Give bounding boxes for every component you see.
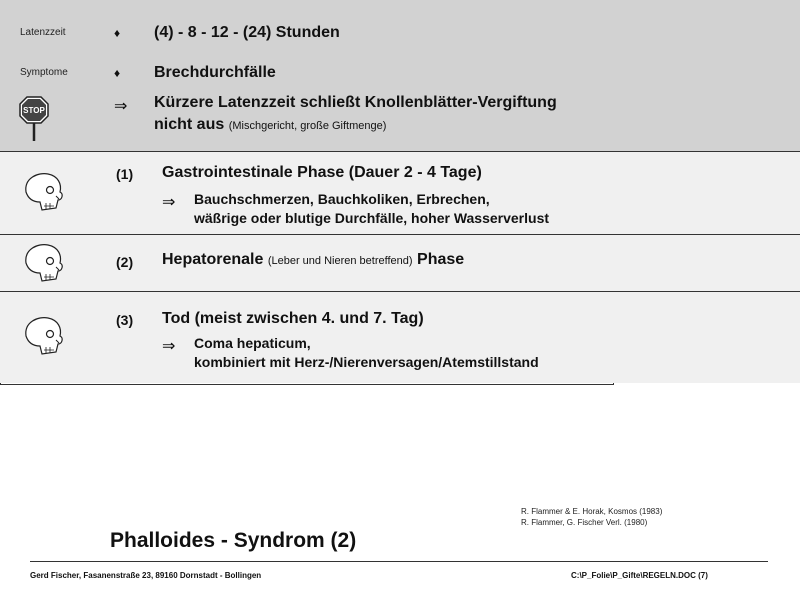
diamond-bullet: ♦ — [114, 66, 121, 80]
warning-line-1: Kürzere Latenzzeit schließt Knollenblätter-Vergiftung — [154, 94, 557, 111]
footer-file-path: C:\P_Folie\P_Gifte\REGELN.DOC (7) — [571, 571, 708, 580]
reference-item: R. Flammer, G. Fischer Verl. (1980) — [521, 518, 648, 527]
phase-detail-line: kombiniert mit Herz-/Nierenversagen/Atemstillstand — [194, 354, 539, 370]
phase-3-section — [0, 292, 800, 383]
phase-detail — [194, 334, 539, 372]
footer-address: Gerd Fischer, Fasanenstraße 23, 89160 Dornstadt - Bollingen — [30, 571, 262, 580]
symptoms-label: Symptome — [20, 67, 68, 78]
phase-title: Tod (meist zwischen 4. und 7. Tag) — [162, 310, 424, 327]
skull-icon — [20, 241, 66, 285]
phase-2-section — [0, 235, 800, 292]
phase-title: Gastrointestinale Phase (Dauer 2 - 4 Tage) — [162, 164, 482, 181]
phase-title-note: (Leber und Nieren betreffend) — [267, 255, 413, 267]
diamond-bullet: ♦ — [114, 26, 121, 40]
symptoms-value: Brechdurchfälle — [154, 64, 276, 81]
phase-1-section — [0, 152, 800, 235]
phase-detail — [194, 190, 549, 228]
stop-sign-icon — [19, 96, 49, 142]
references — [521, 506, 662, 528]
phase-title-main: Hepatorenale — [162, 251, 264, 268]
arrow-bullet: ⇒ — [162, 194, 176, 211]
stop-sign-text: STOP — [23, 106, 45, 115]
warning-note: (Mischgericht, große Giftmenge) — [228, 120, 387, 132]
slide-title: Phalloides - Syndrom (2) — [110, 529, 357, 552]
phase-number: (2) — [116, 254, 134, 270]
skull-icon — [20, 314, 66, 358]
phase-number: (1) — [116, 166, 134, 182]
phase-detail-line: Bauchschmerzen, Bauchkoliken, Erbrechen, — [194, 191, 490, 207]
phase-title-end: Phase — [417, 251, 465, 268]
warning-main: nicht aus — [154, 116, 225, 133]
reference-item: R. Flammer & E. Horak, Kosmos (1983) — [521, 507, 663, 516]
bottom-divider — [30, 561, 768, 562]
arrow-bullet: ⇒ — [114, 98, 128, 115]
latency-label: Latenzzeit — [20, 27, 66, 38]
warning-line-2 — [154, 116, 386, 134]
content-box — [0, 0, 614, 385]
phase-detail-line: Coma hepaticum, — [194, 335, 311, 351]
phase-number: (3) — [116, 312, 134, 328]
phase-detail-line: wäßrige oder blutige Durchfälle, hoher Wasserverlust — [194, 210, 550, 226]
latency-value: (4) - 8 - 12 - (24) Stunden — [154, 24, 340, 41]
symptoms-section — [0, 0, 800, 152]
phase-title — [162, 251, 464, 269]
skull-icon — [20, 170, 66, 214]
arrow-bullet: ⇒ — [162, 338, 176, 355]
